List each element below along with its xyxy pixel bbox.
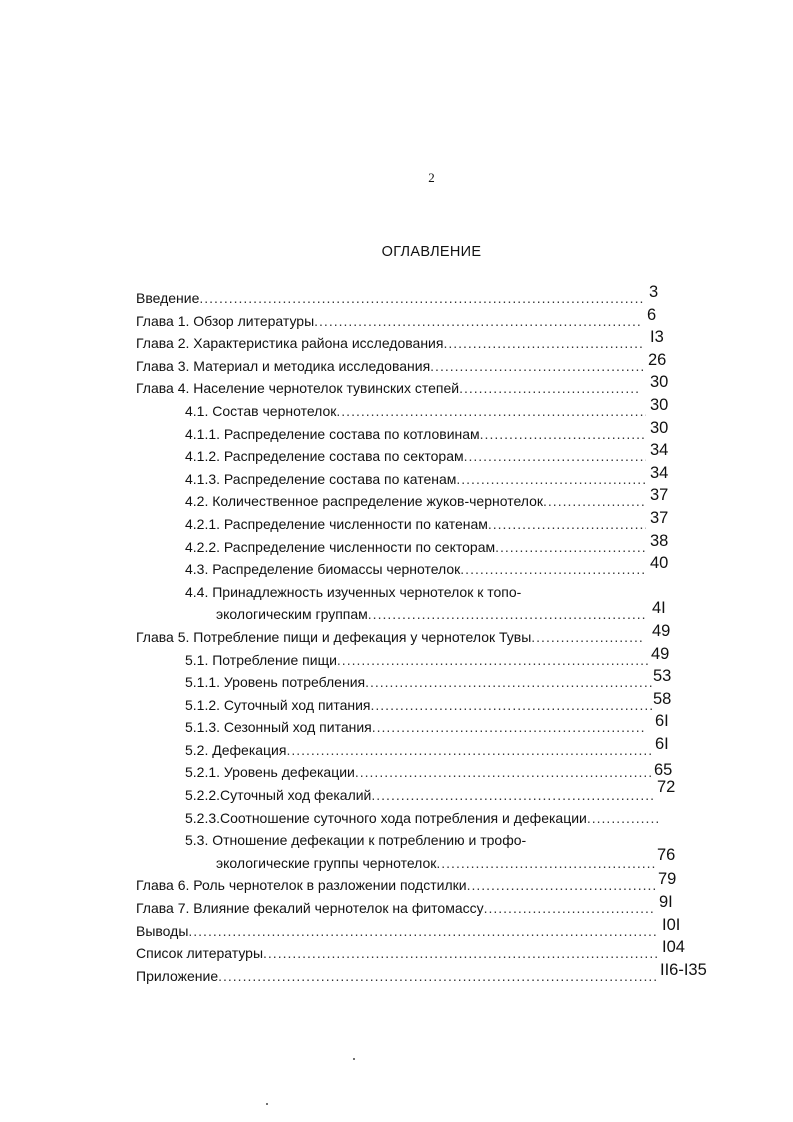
toc-entry-page: 65 — [654, 761, 673, 780]
toc-entry — [136, 350, 736, 379]
toc-entry-text: 5.3. Отношение дефекации к потреблению и трофо- — [185, 832, 527, 849]
toc-entry-text: 4.4. Принадлежность изученных чернотелок к топо- — [185, 583, 522, 600]
toc-entry-page: 3 — [649, 283, 659, 301]
toc-entry-text: 5.1.1. Уровень потребления — [185, 674, 366, 691]
toc-entry-text: 4.3. Распределение биомассы чернотелок — [185, 561, 461, 578]
toc-entry — [136, 283, 736, 311]
toc-entry — [136, 486, 736, 514]
toc-entry — [136, 667, 736, 695]
toc-entry — [136, 893, 736, 921]
toc-entry — [136, 395, 736, 424]
toc-entry-page: I04 — [662, 938, 685, 957]
toc-entry-page: 30 — [650, 395, 669, 414]
toc-entry-page: II6-I35 — [660, 960, 707, 979]
toc-entry — [136, 554, 736, 582]
toc-entry-page: 79 — [658, 870, 677, 889]
toc-entry — [136, 441, 736, 469]
toc-entry-text: экологическим группам — [216, 606, 368, 623]
toc-entry-text: Приложение — [136, 967, 219, 984]
toc-entry — [136, 531, 736, 560]
toc-entry-page: 72 — [657, 778, 676, 797]
toc-entry-text: Введение — [136, 290, 200, 306]
toc-entry-text: Глава 6. Роль чернотелок в разложении подстилки — [136, 877, 467, 894]
scan-speck — [353, 1058, 355, 1060]
toc-entry — [136, 938, 736, 966]
toc-entry-text: 5.1. Потребление пищи — [185, 651, 337, 668]
toc-entry — [136, 870, 736, 898]
toc-entry — [136, 328, 736, 356]
toc-entry — [136, 644, 736, 673]
toc-entry — [136, 621, 736, 650]
toc-entry-page: 58 — [653, 689, 672, 708]
toc-entry — [136, 845, 736, 876]
toc-entry-text: экологические группы чернотелок — [216, 854, 437, 871]
toc-entry — [136, 418, 736, 447]
toc-entry — [136, 915, 736, 944]
toc-entry-page: 37 — [650, 486, 669, 505]
toc-entry-text: 5.2.2.Суточный ход фекалий — [185, 787, 372, 804]
toc-entry-text: 4.2.1. Распределение численности по катенам — [185, 515, 488, 532]
toc-entry — [136, 830, 736, 853]
toc-entry-page: 26 — [648, 350, 667, 369]
toc-entry-page: I3 — [650, 328, 664, 347]
toc-entry-text: 5.2.3.Соотношение суточного хода потребления и дефекации — [185, 809, 587, 826]
toc-entry — [136, 463, 736, 492]
toc-entry — [136, 808, 736, 831]
toc-entry-page: 30 — [650, 418, 669, 437]
toc-entry-text: 5.2. Дефекация — [185, 741, 287, 758]
toc-entry — [136, 734, 736, 763]
toc-entry-page: 37 — [650, 508, 669, 527]
toc-entry-page: 40 — [650, 554, 669, 573]
toc-entry — [136, 689, 736, 718]
toc-entry — [136, 778, 736, 808]
toc-entry-page: 49 — [651, 644, 670, 663]
toc-entry-text: 4.1.1. Распределение состава по котловинам — [185, 425, 480, 442]
toc-entry-page: 6 — [647, 305, 657, 324]
toc-entry-text: 4.2.2. Распределение численности по секторам — [185, 538, 496, 555]
toc-entry-page: 53 — [653, 667, 672, 686]
toc-entry — [136, 373, 736, 401]
table-of-contents — [136, 283, 736, 988]
toc-entry-text: 5.1.3. Сезонный ход питания — [185, 719, 372, 736]
toc-entry-page: 76 — [657, 845, 676, 864]
toc-entry — [136, 960, 736, 989]
toc-entry-text: 5.2.1. Уровень дефекации — [185, 764, 355, 781]
page-number: 2 — [428, 170, 435, 185]
toc-entry — [136, 599, 736, 627]
toc-entry-text: Глава 4. Население чернотелок тувинских степей — [136, 380, 460, 397]
toc-entry-page: 6I — [655, 712, 669, 731]
toc-title: ОГЛАВЛЕНИЕ — [381, 244, 482, 260]
toc-entry-text: 4.1.3. Распределение состава по катенам — [185, 470, 457, 487]
toc-entry-page: 9I — [659, 893, 673, 912]
toc-entry-text: 4.1. Состав чернотелок — [185, 402, 337, 419]
toc-entry-text: 5.1.2. Суточный ход питания — [185, 696, 371, 713]
scan-speck — [266, 1103, 268, 1105]
toc-entry-text: 4.2. Количественное распределение жуков-чернотелок — [185, 493, 544, 510]
toc-entry-page: 38 — [650, 531, 669, 550]
toc-entry-text: Глава 7. Влияние фекалий чернотелок на фитомассу — [136, 900, 484, 917]
toc-entry-page: 30 — [650, 373, 669, 392]
toc-entry — [136, 712, 736, 740]
toc-entry — [136, 508, 736, 537]
toc-entry — [136, 582, 736, 605]
toc-entry-text: Список литературы — [136, 945, 264, 962]
toc-entry-text: Выводы — [136, 922, 189, 939]
toc-entry-text: Глава 1. Обзор литературы — [136, 312, 315, 329]
toc-entry-page: 34 — [650, 463, 669, 482]
toc-entry-text: 4.1.2. Распределение состава по секторам — [185, 448, 464, 465]
toc-entry — [136, 762, 736, 785]
toc-entry-page: 4I — [652, 599, 666, 618]
toc-entry-text: Глава 2. Характеристика района исследования — [136, 335, 444, 352]
toc-entry-text: Глава 5. Потребление пищи и дефекация у чернотелок Тувы — [136, 628, 532, 645]
toc-entry-page: I0I — [662, 915, 681, 934]
toc-entry-page: 49 — [652, 621, 671, 640]
toc-entry-text: Глава 3. Материал и методика исследования — [136, 357, 431, 374]
toc-entry-page: 6I — [655, 734, 669, 753]
toc-entry — [136, 305, 736, 334]
toc-entry-page: 34 — [650, 441, 669, 460]
